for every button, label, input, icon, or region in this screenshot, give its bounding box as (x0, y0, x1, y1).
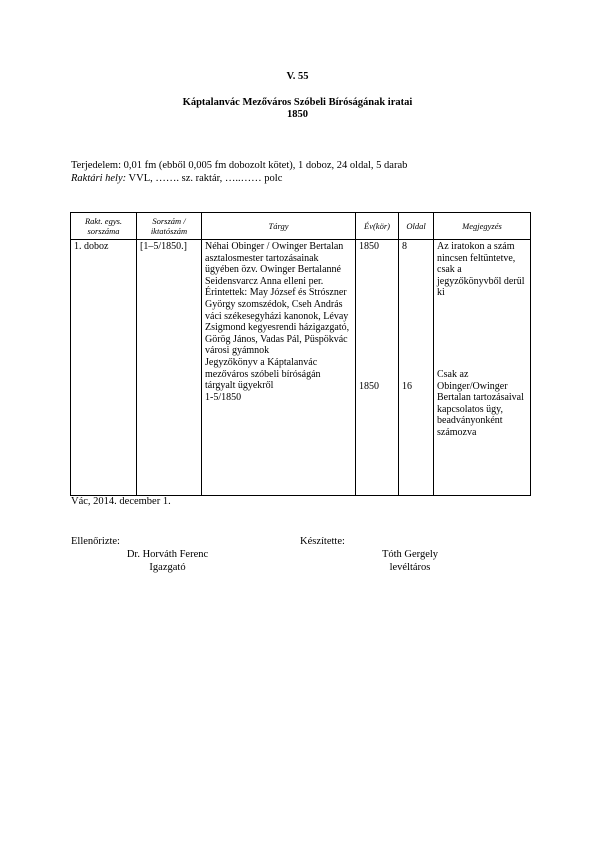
place-and-date: Vác, 2014. december 1. (71, 496, 171, 507)
fonds-title-block (0, 97, 595, 121)
table-header-row (71, 213, 531, 240)
subject-text-3: 1-5/1850 (205, 391, 242, 403)
cell-subject (202, 240, 356, 496)
extent-line: Terjedelem: 0,01 fm (ebből 0,005 fm dobozolt kötet), 1 doboz, 24 oldal, 5 darab (71, 160, 408, 171)
extent-block (71, 159, 407, 185)
cell-storage-unit: 1. doboz (71, 240, 137, 496)
register-table (70, 212, 531, 496)
note-text-2: Csak az Obinger/Owinger Bertalan tartozásaival kapcsolatos ügy, beadványonként számozva (437, 368, 524, 438)
cell-pages (399, 240, 434, 496)
header-note: Megjegyzés (434, 213, 531, 240)
pages-value-2: 16 (402, 380, 412, 392)
table-row (71, 240, 531, 496)
header-subject: Tárgy (202, 213, 356, 240)
header-year: Év(kör) (356, 213, 399, 240)
checked-by-name: Dr. Horváth Ferenc (126, 549, 209, 560)
header-number: Sorszám / iktatószám (137, 213, 202, 240)
note-text-1: Az iratokon a szám nincsen feltüntetve, csak a jegyzőkönyvből derül ki (437, 241, 525, 299)
header-pages: Oldal (399, 213, 434, 240)
checked-by-label: Ellenőrizte: (71, 536, 120, 547)
fonds-year: 1850 (287, 109, 308, 120)
prepared-by-name: Tóth Gergely (381, 549, 439, 560)
cell-note (434, 240, 531, 496)
storage-location-label: Raktári hely: (71, 173, 127, 184)
checked-by-title: Igazgató (149, 562, 186, 573)
subject-text-2: Jegyzőkönyv a Káptalanvác mezőváros szóbeli bíróságán tárgyalt ügyekről (205, 356, 321, 392)
checked-by-signature (70, 548, 265, 574)
fonds-title: Káptalanvác Mezőváros Szóbeli Bíróságának iratai (182, 97, 413, 108)
fonds-code: V. 55 (286, 71, 309, 82)
subject-text-1: Néhai Obinger / Owinger Bertalan asztalosmester tartozásainak ügyében özv. Owinger Bertalanné Seidensvarcz Anna elleni per. Érintettek: May József és Strószner György szomszédok, Cseh András váci székesegyházi kanonok, Lévay Zsigmond kegyesrendi házigazgató, Görög János, Vadas Pál, Püspökvác városi gyámnok (205, 241, 350, 357)
prepared-by-signature (330, 548, 490, 574)
cell-year (356, 240, 399, 496)
year-value-1: 1850 (359, 241, 379, 252)
cell-number: [1–5/1850.] (137, 240, 202, 496)
header-storage-unit: Rakt. egys. sorszáma (71, 213, 137, 240)
storage-location-line (71, 172, 407, 185)
pages-value-1: 8 (402, 241, 407, 252)
prepared-by-title: levéltáros (389, 562, 431, 573)
storage-location-value: VVL, ……. sz. raktár, …..…… polc (126, 173, 283, 184)
prepared-by-label: Készítette: (300, 536, 345, 547)
year-value-2: 1850 (359, 380, 379, 392)
